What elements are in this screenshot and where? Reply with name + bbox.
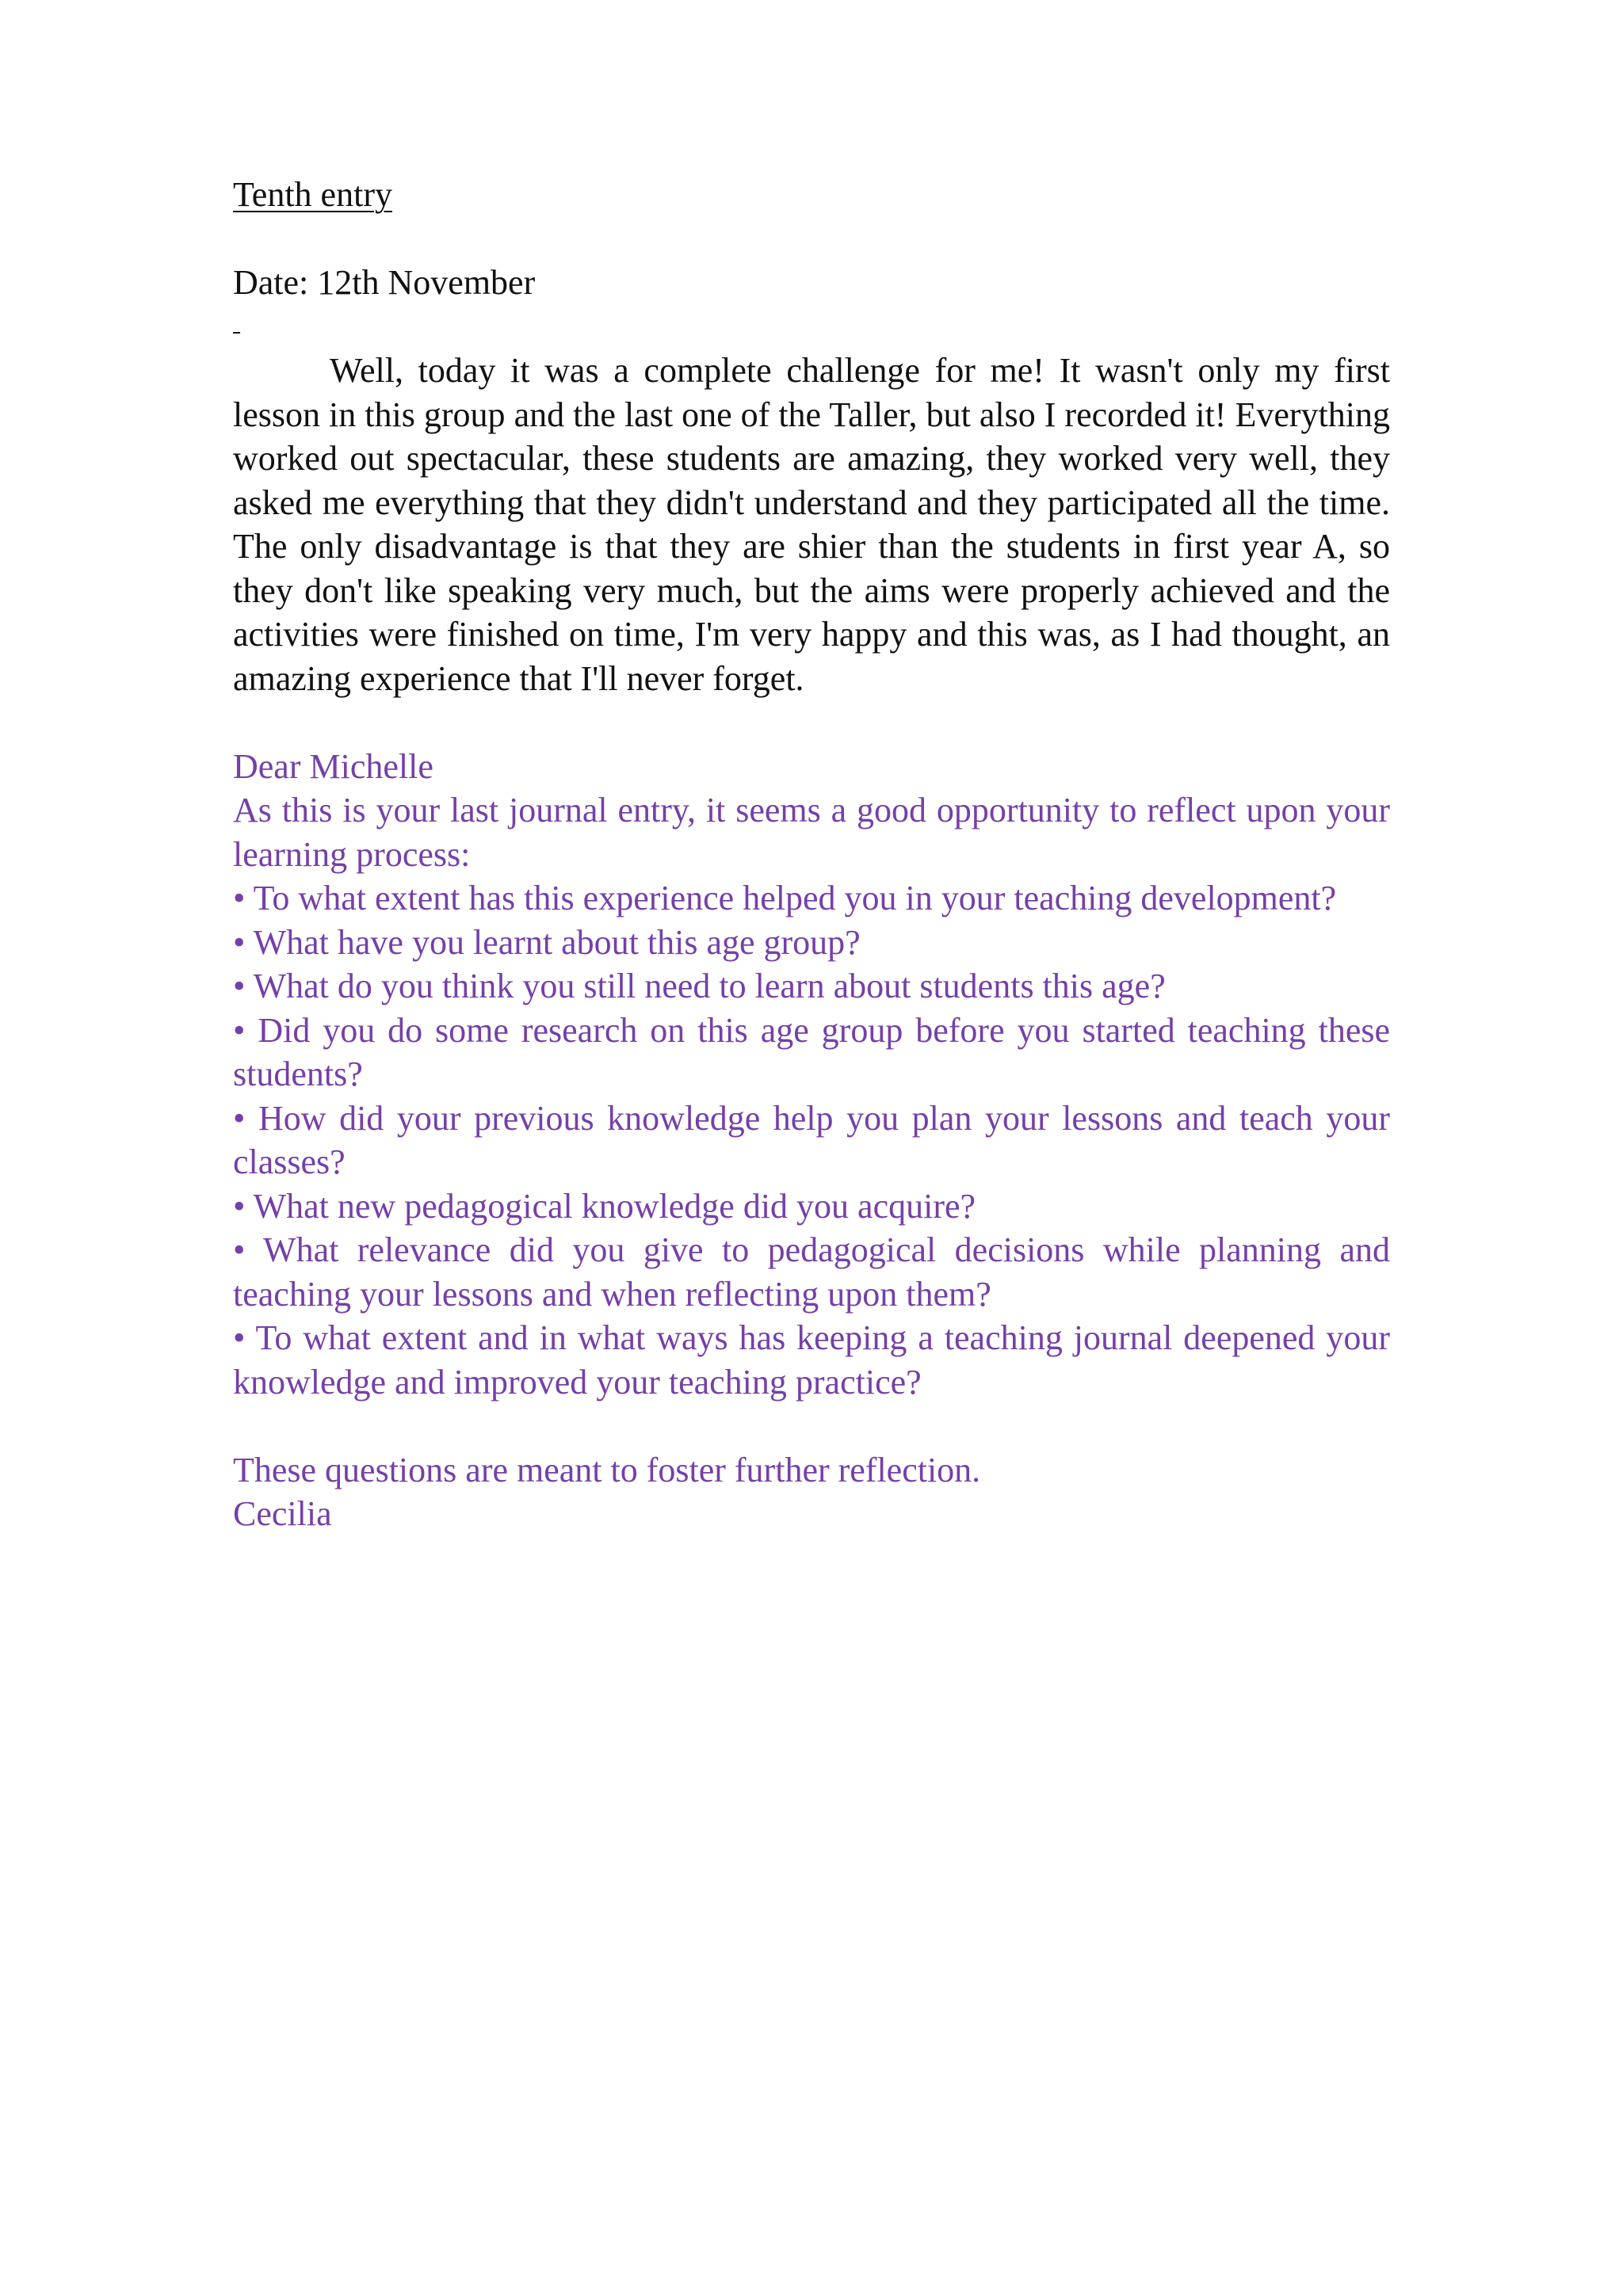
entry-body: Well, today it was a complete challenge for me! It wasn't only my first lesson in this group and the last one of the Taller, but also I recorded it! Everything worked out spectacular, these students are amazing, they worked very well, they asked me everything that they didn't understand and they participated all the time. The only disadvantage is that they are shier than the students in first year A, so they don't like speaking very much, but the aims were properly achieved and the activities were finished on time, I'm very happy and this was, as I had thought, an amazing experience that I'll never forget. xyxy=(233,351,1390,698)
journal-page xyxy=(233,173,1390,1536)
feedback-question: • What do you think you still need to learn about students this age? xyxy=(233,967,1166,1005)
dash-marker xyxy=(233,305,1390,349)
feedback-question: • What relevance did you give to pedagogical decisions while planning and teaching your lessons and when reflecting upon them? xyxy=(233,1230,1390,1314)
feedback-question: • How did your previous knowledge help you plan your lessons and teach your classes? xyxy=(233,1098,1390,1181)
feedback-question: • What have you learnt about this age group? xyxy=(233,922,861,962)
feedback-question: • To what extent and in what ways has keeping a teaching journal deepened your knowledge and improved your teaching practice? xyxy=(233,1318,1390,1402)
entry-heading: Tenth entry xyxy=(233,175,392,214)
teacher-feedback xyxy=(233,745,1390,1536)
feedback-question: • Did you do some research on this age group before you started teaching these students? xyxy=(233,1010,1390,1093)
entry-date: Date: 12th November xyxy=(233,263,536,302)
feedback-salutation: Dear Michelle xyxy=(233,746,433,786)
feedback-question: • What new pedagogical knowledge did you acquire? xyxy=(233,1186,976,1226)
feedback-spacer xyxy=(233,1404,1390,1448)
feedback-signature: Cecilia xyxy=(233,1494,332,1533)
feedback-closing: These questions are meant to foster further reflection. xyxy=(233,1450,981,1489)
feedback-question: • To what extent has this experience helped you in your teaching development? xyxy=(233,879,1337,917)
feedback-intro: As this is your last journal entry, it seems a good opportunity to reflect upon your learning process: xyxy=(233,791,1390,874)
